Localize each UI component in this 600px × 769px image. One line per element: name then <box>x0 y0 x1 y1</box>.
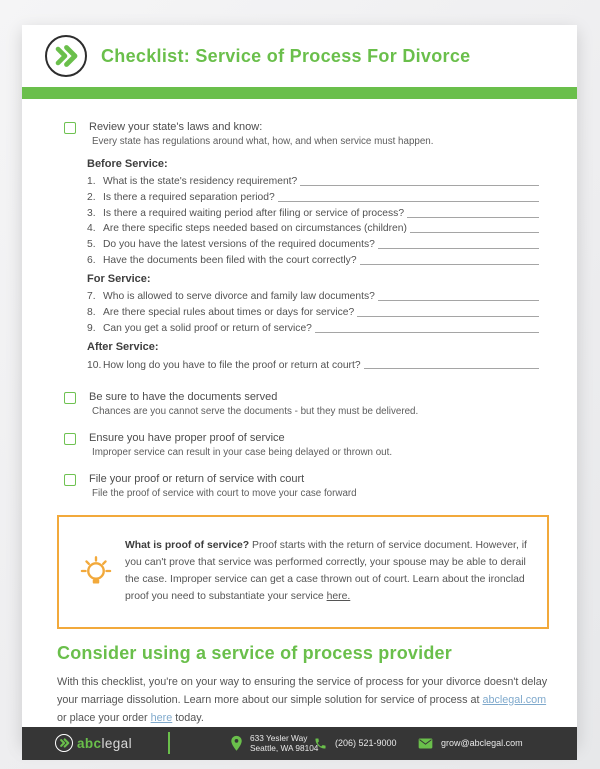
footer-phone <box>314 727 397 760</box>
fill-in-line <box>315 332 539 333</box>
checklist-body <box>22 99 577 501</box>
location-pin-icon <box>230 735 243 752</box>
checklist-item-review <box>64 120 539 149</box>
order-here-link[interactable]: here <box>150 711 173 724</box>
callout-here-link[interactable]: here. <box>326 591 351 603</box>
footer-divider <box>168 732 170 754</box>
envelope-icon <box>418 738 433 749</box>
cta-heading: Consider using a service of process provider <box>57 642 452 663</box>
fill-in-line <box>300 185 539 186</box>
fill-in-line <box>360 264 539 265</box>
footer-phone-number: (206) 521-9000 <box>335 738 397 749</box>
question-row <box>87 321 539 337</box>
footer-email-address: grow@abclegal.com <box>441 738 523 749</box>
checklist-item-label: Be sure to have the documents served <box>89 390 278 403</box>
question-row <box>87 237 539 253</box>
checklist-item-label: Review your state's laws and know: <box>89 121 263 133</box>
checklist-item-sublabel: Chances are you cannot serve the documents - but they must be delivered. <box>92 405 419 417</box>
page-title: Checklist: Service of Process For Divorce <box>101 45 471 66</box>
question-text: Are there special rules about times or days for service? <box>103 307 355 319</box>
question-number: 1. <box>87 176 96 188</box>
question-text: Who is allowed to serve divorce and family law documents? <box>103 291 375 303</box>
checklist-item-label: File your proof or return of service with court <box>89 472 305 485</box>
fill-in-line <box>357 316 539 317</box>
footer-address-line1: 633 Yesler Way <box>250 732 308 743</box>
question-number: 3. <box>87 207 96 219</box>
header <box>22 25 577 87</box>
question-row <box>87 252 539 268</box>
footer-logo <box>55 727 132 760</box>
question-number: 9. <box>87 322 96 334</box>
footer <box>22 727 577 760</box>
fill-in-line <box>278 201 539 202</box>
question-row <box>87 357 539 373</box>
question-text: Is there a required waiting period after filing or service of process? <box>103 207 405 219</box>
checklist-item-label: Ensure you have proper proof of service <box>89 431 285 444</box>
fill-in-line <box>364 368 539 369</box>
question-text: Have the documents been filed with the court correctly? <box>103 254 357 266</box>
callout-bold: What is proof of service? <box>125 540 250 552</box>
question-number: 2. <box>87 192 96 204</box>
double-chevron-right-icon <box>55 734 73 752</box>
checklist-item-sublabel: Every state has regulations around what, how, and when service must happen. <box>92 136 434 147</box>
checklist-item-serve-documents <box>64 390 539 419</box>
callout-text <box>125 537 533 605</box>
abclegal-logo-icon <box>45 35 87 77</box>
footer-logo-abc: abc <box>77 735 102 751</box>
phone-icon <box>314 737 327 750</box>
question-number: 8. <box>87 307 96 319</box>
question-number: 5. <box>87 239 96 251</box>
fill-in-line <box>407 217 539 218</box>
proof-of-service-callout <box>57 515 549 629</box>
footer-address <box>230 727 318 760</box>
fill-in-line <box>410 232 539 233</box>
question-number: 7. <box>87 291 96 303</box>
question-text: What is the state's residency requirement? <box>103 176 298 188</box>
footer-logo-legal: legal <box>101 735 132 751</box>
question-number: 10. <box>87 359 102 371</box>
abclegal-com-link[interactable]: abclegal.com <box>482 693 547 706</box>
checklist-item-file-proof <box>64 472 539 501</box>
question-row <box>87 190 539 206</box>
question-text: Is there a required separation period? <box>103 192 275 204</box>
lightbulb-icon <box>67 551 125 591</box>
question-row <box>87 305 539 321</box>
checklist-item-sublabel: File the proof of service with court to move your case forward <box>92 487 357 499</box>
question-text: How long do you have to file the proof or return at court? <box>103 359 361 371</box>
checkbox-icon[interactable] <box>64 122 76 134</box>
question-text: Can you get a solid proof or return of service? <box>103 322 312 334</box>
section-heading-before-service: Before Service: <box>87 158 168 170</box>
question-row <box>87 221 539 237</box>
green-divider-bar <box>22 87 577 99</box>
cta-text: today. <box>172 711 204 724</box>
question-number: 4. <box>87 223 96 235</box>
document-page <box>22 25 577 754</box>
cta-text: With this checklist, you're on your way to ensuring the service of process for your divorce doesn't delay your marriage dissolution. Learn more about our simple solution for service of process at <box>57 675 548 706</box>
checkbox-icon[interactable] <box>64 392 76 404</box>
checklist-item-sublabel: Improper service can result in your case being delayed or thrown out. <box>92 446 393 458</box>
section-heading-after-service: After Service: <box>87 341 159 354</box>
checkbox-icon[interactable] <box>64 433 76 445</box>
question-text: Do you have the latest versions of the required documents? <box>103 239 375 251</box>
fill-in-line <box>378 300 539 301</box>
checkbox-icon[interactable] <box>64 474 76 486</box>
double-chevron-right-icon <box>53 44 79 68</box>
question-row <box>87 205 539 221</box>
cta-text: or place your order <box>57 711 151 724</box>
question-row <box>87 174 539 190</box>
callout-body: Proof starts with the return of service document. However, if you can't prove that service was performed correctly, your spouse may be able to derail the case. Improper service can get a case thrown out of court. Learn about the ironclad proof you need to substantiate your service <box>125 540 527 603</box>
question-list <box>87 157 539 373</box>
question-row <box>87 289 539 305</box>
checklist-item-proof-of-service <box>64 431 539 460</box>
question-text: Are there specific steps needed based on circumstances (children) <box>103 223 407 235</box>
fill-in-line <box>378 248 539 249</box>
footer-email <box>418 727 523 760</box>
question-number: 6. <box>87 254 96 266</box>
footer-address-line2: Seattle, WA 98104 <box>250 743 319 754</box>
cta-paragraph <box>57 673 551 727</box>
section-heading-for-service: For Service: <box>87 273 151 286</box>
